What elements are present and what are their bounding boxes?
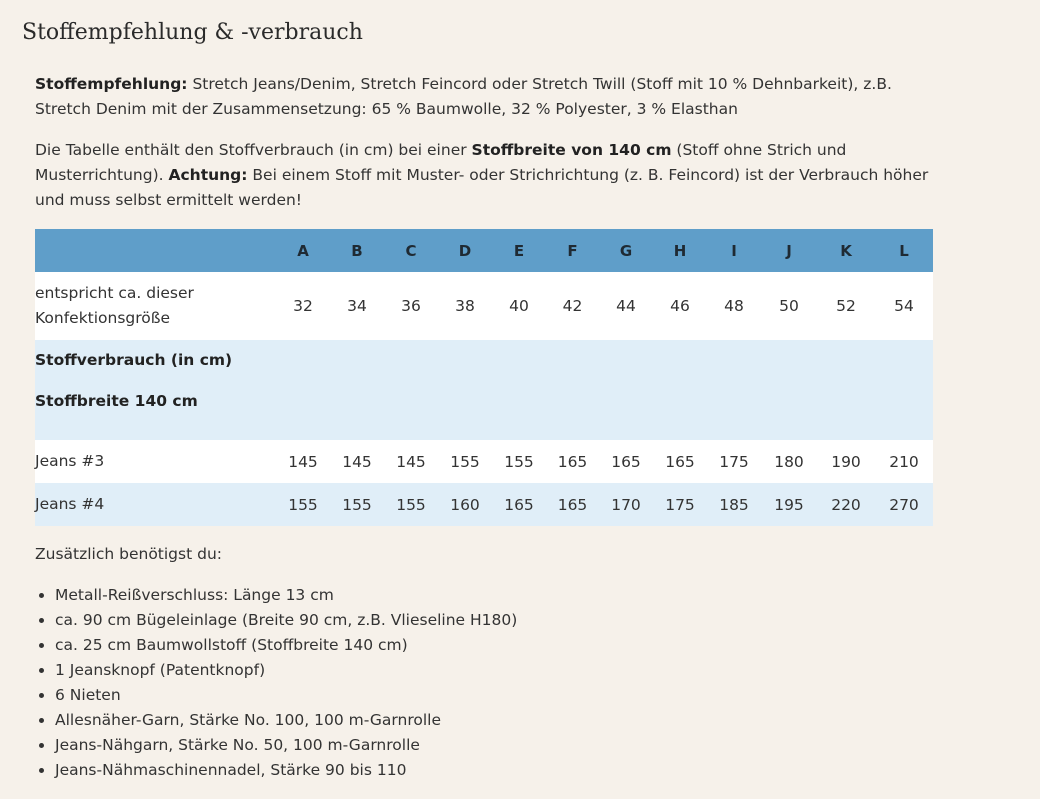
size-header: F bbox=[567, 241, 578, 260]
size-header: D bbox=[458, 241, 472, 260]
consumption-value: 175 bbox=[665, 495, 695, 514]
size-value: 38 bbox=[455, 297, 475, 315]
table-row-jeans-4 bbox=[35, 483, 933, 526]
size-header: B bbox=[351, 241, 363, 260]
fabric-consumption-table bbox=[35, 229, 933, 526]
size-header: J bbox=[786, 241, 792, 260]
consumption-value: 155 bbox=[396, 495, 426, 514]
consumption-value: 145 bbox=[396, 452, 426, 471]
additional-materials-title: Zusätzlich benötigst du: bbox=[35, 545, 222, 563]
consumption-value: 165 bbox=[611, 452, 641, 471]
list-item: • Allesnäher-Garn, Stärke No. 100, 100 m-Garnrolle bbox=[55, 708, 517, 733]
size-header: K bbox=[840, 241, 852, 260]
page-title: Stoffempfehlung & -verbrauch bbox=[22, 20, 363, 45]
list-item: • Metall-Reißverschluss: Länge 13 cm bbox=[55, 583, 517, 608]
row-label: Jeans #4 bbox=[35, 495, 105, 513]
size-value: 32 bbox=[293, 297, 313, 315]
consumption-value: 155 bbox=[504, 452, 534, 471]
consumption-value: 160 bbox=[450, 495, 480, 514]
size-value: 48 bbox=[724, 297, 744, 315]
intro-text-2: (Stoff ohne Strich und Musterrichtung). bbox=[35, 141, 847, 184]
materials-list bbox=[35, 583, 517, 783]
size-value: 54 bbox=[894, 297, 914, 315]
recommendation-text: Stretch Jeans/Denim, Stretch Feincord oder Stretch Twill (Stoff mit 10 % Dehnbarkeit), z.B. Stretch Denim mit der Zusammensetzung: 65 % Baumwolle, 32 % Polyester, 3 % Elasthan bbox=[35, 75, 892, 118]
consumption-value: 165 bbox=[557, 452, 588, 471]
row-label: entspricht ca. dieser Konfektionsgröße bbox=[35, 284, 194, 327]
size-header: A bbox=[297, 241, 309, 260]
size-value: 42 bbox=[562, 297, 583, 315]
list-item: • Jeans-Nähmaschinennadel, Stärke 90 bis 110 bbox=[55, 758, 517, 783]
list-item: • ca. 25 cm Baumwollstoff (Stoffbreite 140 cm) bbox=[55, 633, 517, 658]
size-header: G bbox=[619, 241, 633, 260]
intro-bold-attention: Achtung: bbox=[168, 166, 248, 184]
consumption-value: 155 bbox=[288, 495, 318, 514]
consumption-value: 145 bbox=[288, 452, 318, 471]
consumption-value: 165 bbox=[665, 452, 695, 471]
header-empty-cell bbox=[35, 229, 276, 272]
consumption-value: 155 bbox=[450, 452, 480, 471]
list-item: • 1 Jeansknopf (Patentknopf) bbox=[55, 658, 517, 683]
fabric-recommendation bbox=[35, 72, 933, 122]
consumption-value: 165 bbox=[504, 495, 534, 514]
consumption-value: 165 bbox=[557, 495, 588, 514]
consumption-value: 195 bbox=[774, 495, 804, 514]
size-header: L bbox=[899, 241, 909, 260]
size-value: 50 bbox=[779, 297, 799, 315]
consumption-value: 180 bbox=[774, 452, 804, 471]
size-value: 40 bbox=[509, 297, 529, 315]
size-header: H bbox=[673, 241, 687, 260]
intro-text-3: Bei einem Stoff mit Muster- oder Strichrichtung (z. B. Feincord) ist der Verbrauch höher und muss selbst ermittelt werden! bbox=[35, 166, 929, 209]
size-value: 46 bbox=[670, 297, 690, 315]
list-item: • Jeans-Nähgarn, Stärke No. 50, 100 m-Garnrolle bbox=[55, 733, 517, 758]
consumption-value: 145 bbox=[342, 452, 372, 471]
table-section-row bbox=[35, 340, 933, 440]
consumption-value: 175 bbox=[719, 452, 749, 471]
table-row-jeans-3 bbox=[35, 440, 933, 483]
consumption-value: 210 bbox=[889, 452, 919, 471]
size-header: I bbox=[731, 241, 737, 260]
consumption-value: 190 bbox=[831, 452, 861, 471]
consumption-value: 170 bbox=[611, 495, 641, 514]
size-value: 34 bbox=[347, 297, 367, 315]
consumption-value: 155 bbox=[342, 495, 372, 514]
size-value: 36 bbox=[401, 297, 421, 315]
intro-text-1: Die Tabelle enthält den Stoffverbrauch (in cm) bei einer bbox=[35, 141, 472, 159]
section-title: Stoffverbrauch (in cm) bbox=[35, 351, 233, 369]
consumption-value: 270 bbox=[889, 495, 919, 514]
recommendation-label: Stoffempfehlung: bbox=[35, 75, 188, 93]
size-value: 52 bbox=[836, 297, 856, 315]
section-subtitle: Stoffbreite 140 cm bbox=[35, 392, 198, 410]
row-label: Jeans #3 bbox=[35, 452, 105, 470]
table-intro bbox=[35, 138, 933, 213]
size-header: C bbox=[405, 241, 417, 260]
size-header: E bbox=[513, 241, 525, 260]
table-row-clothing-size bbox=[35, 272, 933, 340]
list-item: • ca. 90 cm Bügeleinlage (Breite 90 cm, z.B. Vlieseline H180) bbox=[55, 608, 517, 633]
intro-bold-width: Stoffbreite von 140 cm bbox=[471, 141, 672, 159]
table-header-row bbox=[35, 229, 933, 272]
size-value: 44 bbox=[616, 297, 636, 315]
consumption-value: 185 bbox=[719, 495, 749, 514]
consumption-value: 220 bbox=[831, 495, 861, 514]
section-heading-cell bbox=[35, 340, 933, 440]
list-item: • 6 Nieten bbox=[55, 683, 517, 708]
